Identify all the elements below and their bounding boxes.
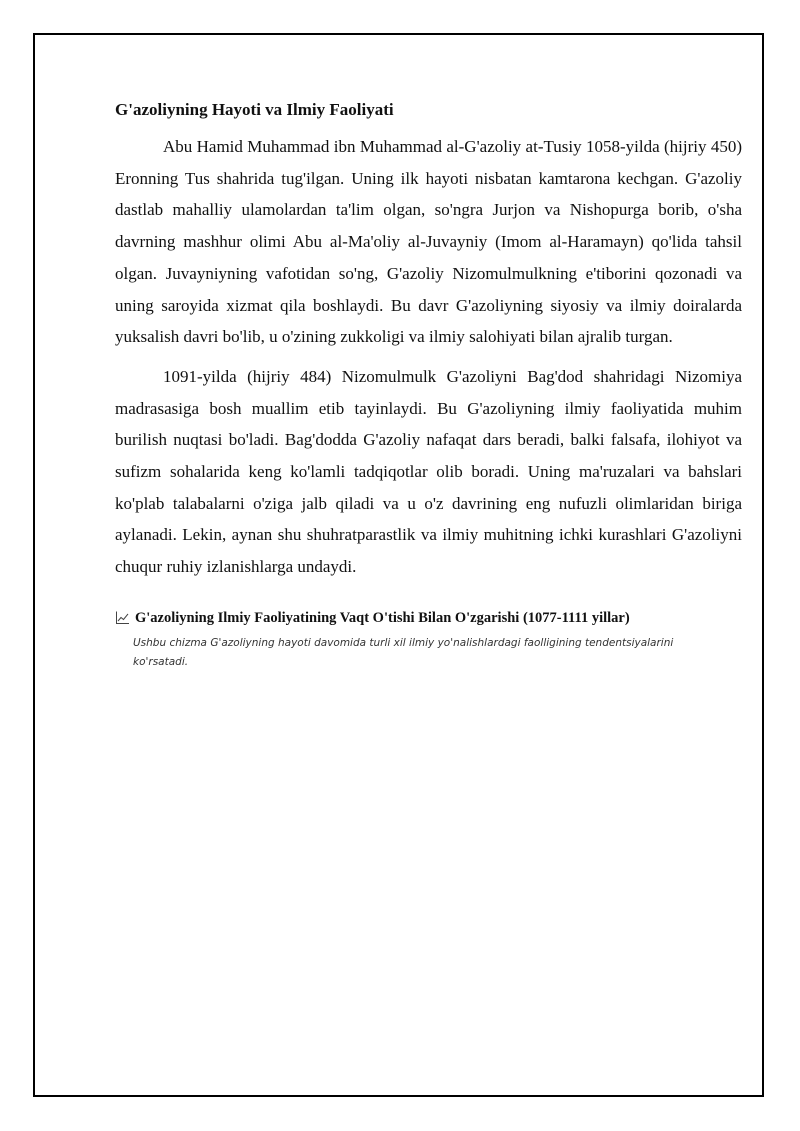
- document-title: G'azoliyning Hayoti va Ilmiy Faoliyati: [115, 100, 394, 119]
- chart-caption: Ushbu chizma G'azoliyning hayoti davomida turli xil ilmiy yo'nalishlardagi faolligining tendentsiyalarini ko'rsatadi.: [133, 636, 674, 668]
- chart-heading-text: G'azoliyning Ilmiy Faoliyatining Vaqt O'tishi Bilan O'zgarishi (1077-1111 yillar): [135, 609, 630, 626]
- paragraph-baghdad-period: 1091-yilda (hijriy 484) Nizomulmulk G'azoliyni Bag'dod shahridagi Nizomiya madrasasiga bosh muallim etib tayinlaydi. Bu G'azoliyning ilmiy faoliyatida muhim burilish nuqtasi bo'ladi. Bag'dodda G'azoliy nafaqat dars beradi, balki falsafa, ilohiyot va sufizm sohalarida keng ko'lamli tadqiqotlar olib boradi. Uning ma'ruzalari va bahslari ko'plab talabalarni o'ziga jalb qiladi va u o'z davrining eng nufuzli olimlaridan biriga aylanadi. Lekin, aynan shu shuhratparastlik va ilmiy muhitning ichki kurashlari G'azoliyni chuqur ruhiy izlanishlarga undaydi.: [115, 366, 742, 577]
- chart-heading: [115, 608, 742, 628]
- paragraph-early-life: Abu Hamid Muhammad ibn Muhammad al-G'azoliy at-Tusiy 1058-yilda (hijriy 450) Eronning Tus shahrida tug'ilgan. Uning ilk hayoti nisbatan kamtarona kechgan. G'azoliy dastlab mahalliy ulamolardan ta'lim olgan, so'ngra Jurjon va Nishopurga borib, o'sha davrning mashhur olimi Abu al-Ma'oliy al-Juvayniy (Imom al-Haramayn) qo'lida tahsil olgan. Juvayniyning vafotidan so'ng, G'azoliy Nizomulmulkning e'tiborini qozonadi va uning saroyida xizmat qila boshlaydi. Bu davr G'azoliyning siyosiy va ilmiy doiralarda yuksalish davri bo'lib, u o'zining zukkoligi va ilmiy salohiyati bilan ajralib turgan.: [115, 137, 742, 347]
- chart-section: [115, 608, 742, 672]
- document-body: [115, 99, 742, 672]
- line-chart-icon: [115, 610, 130, 625]
